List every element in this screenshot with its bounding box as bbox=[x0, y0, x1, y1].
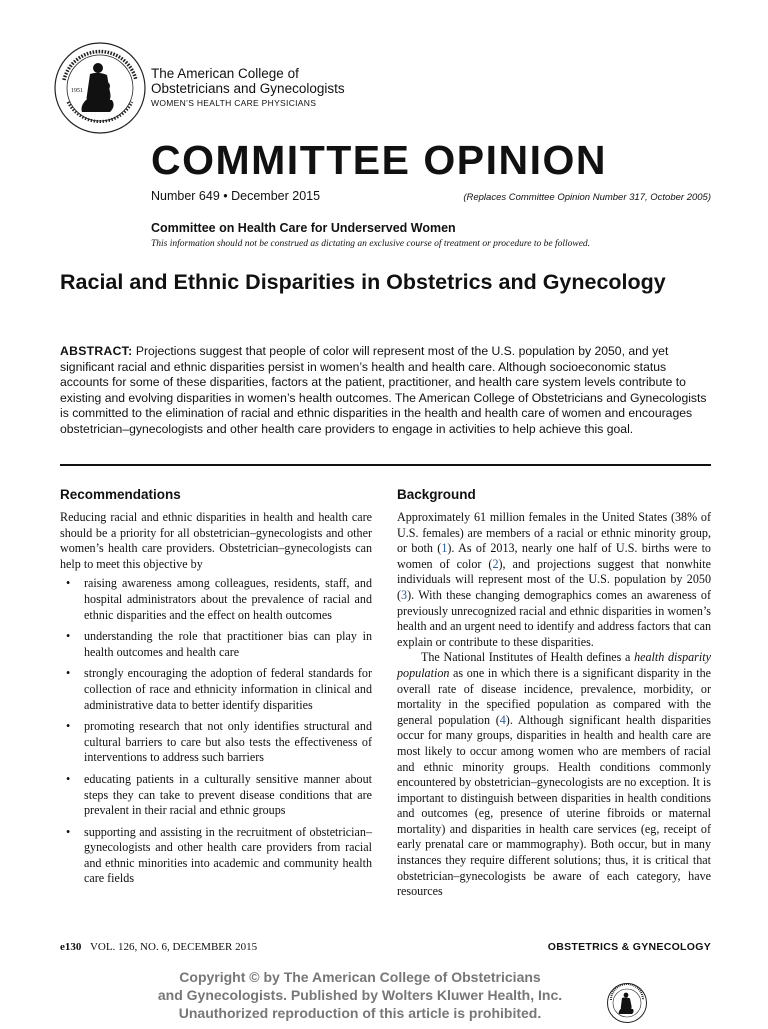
background-paragraph-1 bbox=[397, 510, 711, 650]
list-item-text: educating patients in a culturally sensitive manner about steps they can take to prevent disease conditions that are prevalent in their racial and ethnic groups bbox=[84, 771, 372, 818]
list-item bbox=[60, 719, 372, 766]
text-run: ), and projections suggest that nonwhite individuals will represent most of the U.S. population by 2050 ( bbox=[397, 556, 711, 602]
list-item-text: raising awareness among colleagues, residents, staff, and hospital administrators about the prevalence of racial and ethnic disparities and the effect on health outcomes bbox=[84, 576, 372, 622]
background-column bbox=[397, 486, 711, 900]
bullet-icon: • bbox=[66, 629, 71, 644]
background-heading: Background bbox=[397, 487, 476, 502]
page-number: e130 bbox=[60, 941, 82, 953]
copyright-notice bbox=[100, 968, 620, 1022]
svg-text:1951: 1951 bbox=[71, 88, 83, 94]
list-item bbox=[60, 666, 372, 713]
org-name-line2: Obstetricians and Gynecologists bbox=[151, 81, 345, 96]
committee-name: Committee on Health Care for Underserved Women bbox=[151, 221, 456, 235]
bullet-icon: • bbox=[66, 576, 71, 591]
org-name-line1: The American College of bbox=[151, 66, 299, 81]
background-paragraph-2 bbox=[397, 650, 711, 900]
copyright-line3: Unauthorized reproduction of this article is prohibited. bbox=[178, 1005, 542, 1021]
volume-info: VOL. 126, NO. 6, DECEMBER 2015 bbox=[89, 941, 258, 953]
reference-link-3[interactable]: 3 bbox=[401, 587, 408, 602]
disclaimer: This information should not be construed as dictating an exclusive course of treatment or procedure to be followed. bbox=[151, 239, 591, 249]
acog-seal-icon bbox=[52, 40, 148, 136]
section-divider bbox=[60, 464, 711, 466]
opinion-number: Number 649 • December 2015 bbox=[151, 189, 321, 203]
reference-link-4[interactable]: 4 bbox=[499, 712, 506, 727]
list-item-text: strongly encouraging the adoption of federal standards for collection of race and ethnicity information in clinical and administrative data to better identify disparities bbox=[84, 666, 372, 712]
list-item bbox=[60, 629, 372, 660]
text-run: ). As of 2013, nearly one half of U.S. births were to women of color ( bbox=[397, 541, 711, 571]
bullet-icon: • bbox=[66, 666, 71, 681]
copyright-line2: and Gynecologists. Published by Wolters Kluwer Health, Inc. bbox=[157, 987, 563, 1003]
list-item-text: supporting and assisting in the recruitment of obstetrician–gynecologists and other health care providers from racial and ethnic minorities into academic and community health care fields bbox=[84, 824, 372, 886]
recommendations-list bbox=[60, 576, 372, 887]
text-run: The National Institutes of Health defines a bbox=[421, 650, 635, 665]
abstract bbox=[60, 344, 712, 438]
bullet-icon: • bbox=[66, 824, 71, 839]
defined-term: health disparity population bbox=[397, 650, 711, 680]
copyright-line1: Copyright © by The American College of Obstetricians bbox=[179, 969, 541, 985]
abstract-label: ABSTRACT: bbox=[60, 344, 133, 358]
document-type-heading: COMMITTEE OPINION bbox=[151, 137, 607, 183]
text-run: as one in which there is a significant disparity in the overall rate of disease incidence, prevalence, morbidity, or mortality in the specified population as compared with the general population ( bbox=[397, 665, 711, 727]
organization-tagline: WOMEN’S HEALTH CARE PHYSICIANS bbox=[151, 98, 317, 108]
abstract-text: Projections suggest that people of color will represent most of the U.S. population by 2050, and yet significant racial and ethnic disparities persist in women’s health and health care. Although socioeconomic status accounts for some of these disparities, factors at the patient, practitioner, and health care system levels contribute to existing and evolving disparities in women’s health outcomes. The American College of Obstetricians and Gynecologists is committed to the elimination of racial and ethnic disparities in the health and health care of women and encourages obstetrician–gynecologists and other health care providers to engage in activities to help achieve this goal. bbox=[60, 344, 707, 436]
list-item bbox=[60, 825, 372, 887]
list-item-text: understanding the role that practitioner bias can play in health outcomes and health care bbox=[84, 629, 372, 659]
recommendations-intro: Reducing racial and ethnic disparities in health and health care should be a priority for all obstetrician–gynecologists and other women’s health care providers. Obstetrician–gynecologists can help to meet this objective by bbox=[60, 510, 372, 571]
article-title: Racial and Ethnic Disparities in Obstetrics and Gynecology bbox=[60, 270, 666, 294]
text-run: ). With these changing demographics comes an awareness of previously unrecognized racial and ethnic disparities in women’s health and an urgent need to identify and address factors that can explain or contribute to these disparities. bbox=[397, 587, 712, 649]
reference-link-2[interactable]: 2 bbox=[492, 556, 499, 571]
recommendations-heading: Recommendations bbox=[60, 487, 181, 502]
recommendations-column bbox=[60, 486, 372, 893]
list-item-text: promoting research that not only identifies structural and cultural barriers to care but also tests the effectiveness of interventions to address such barriers bbox=[84, 719, 372, 765]
organization-name bbox=[151, 66, 345, 96]
reference-link-1[interactable]: 1 bbox=[441, 541, 448, 556]
footer-citation bbox=[60, 941, 257, 953]
acog-seal-small-icon bbox=[606, 982, 648, 1024]
list-item bbox=[60, 576, 372, 623]
bullet-icon: • bbox=[66, 771, 71, 786]
bullet-icon: • bbox=[66, 719, 71, 734]
text-run: ). Although significant health disparities occur for many groups, disparities in health and health care are most likely to occur among women who are members of racial and ethnic minority groups. Health conditions commonly encountered by obstetrician–gynecologists are no exception. It is important to distinguish between disparities in health conditions and outcomes (eg, presence of uterine fibroids or maternal mortality) and disparities in health care services (eg, receipt of early prenatal care or mammography). Both occur, but in many instances they require different solutions; thus, it is critical that obstetrician–gynecologists be aware of each category, have resources bbox=[397, 712, 711, 899]
text-run: Approximately 61 million females in the United States (38% of U.S. females) are members of a racial or ethnic minority group, or both ( bbox=[397, 510, 711, 556]
journal-name: OBSTETRICS & GYNECOLOGY bbox=[547, 941, 711, 953]
replaces-note: (Replaces Committee Opinion Number 317, October 2005) bbox=[463, 192, 711, 203]
list-item bbox=[60, 772, 372, 819]
